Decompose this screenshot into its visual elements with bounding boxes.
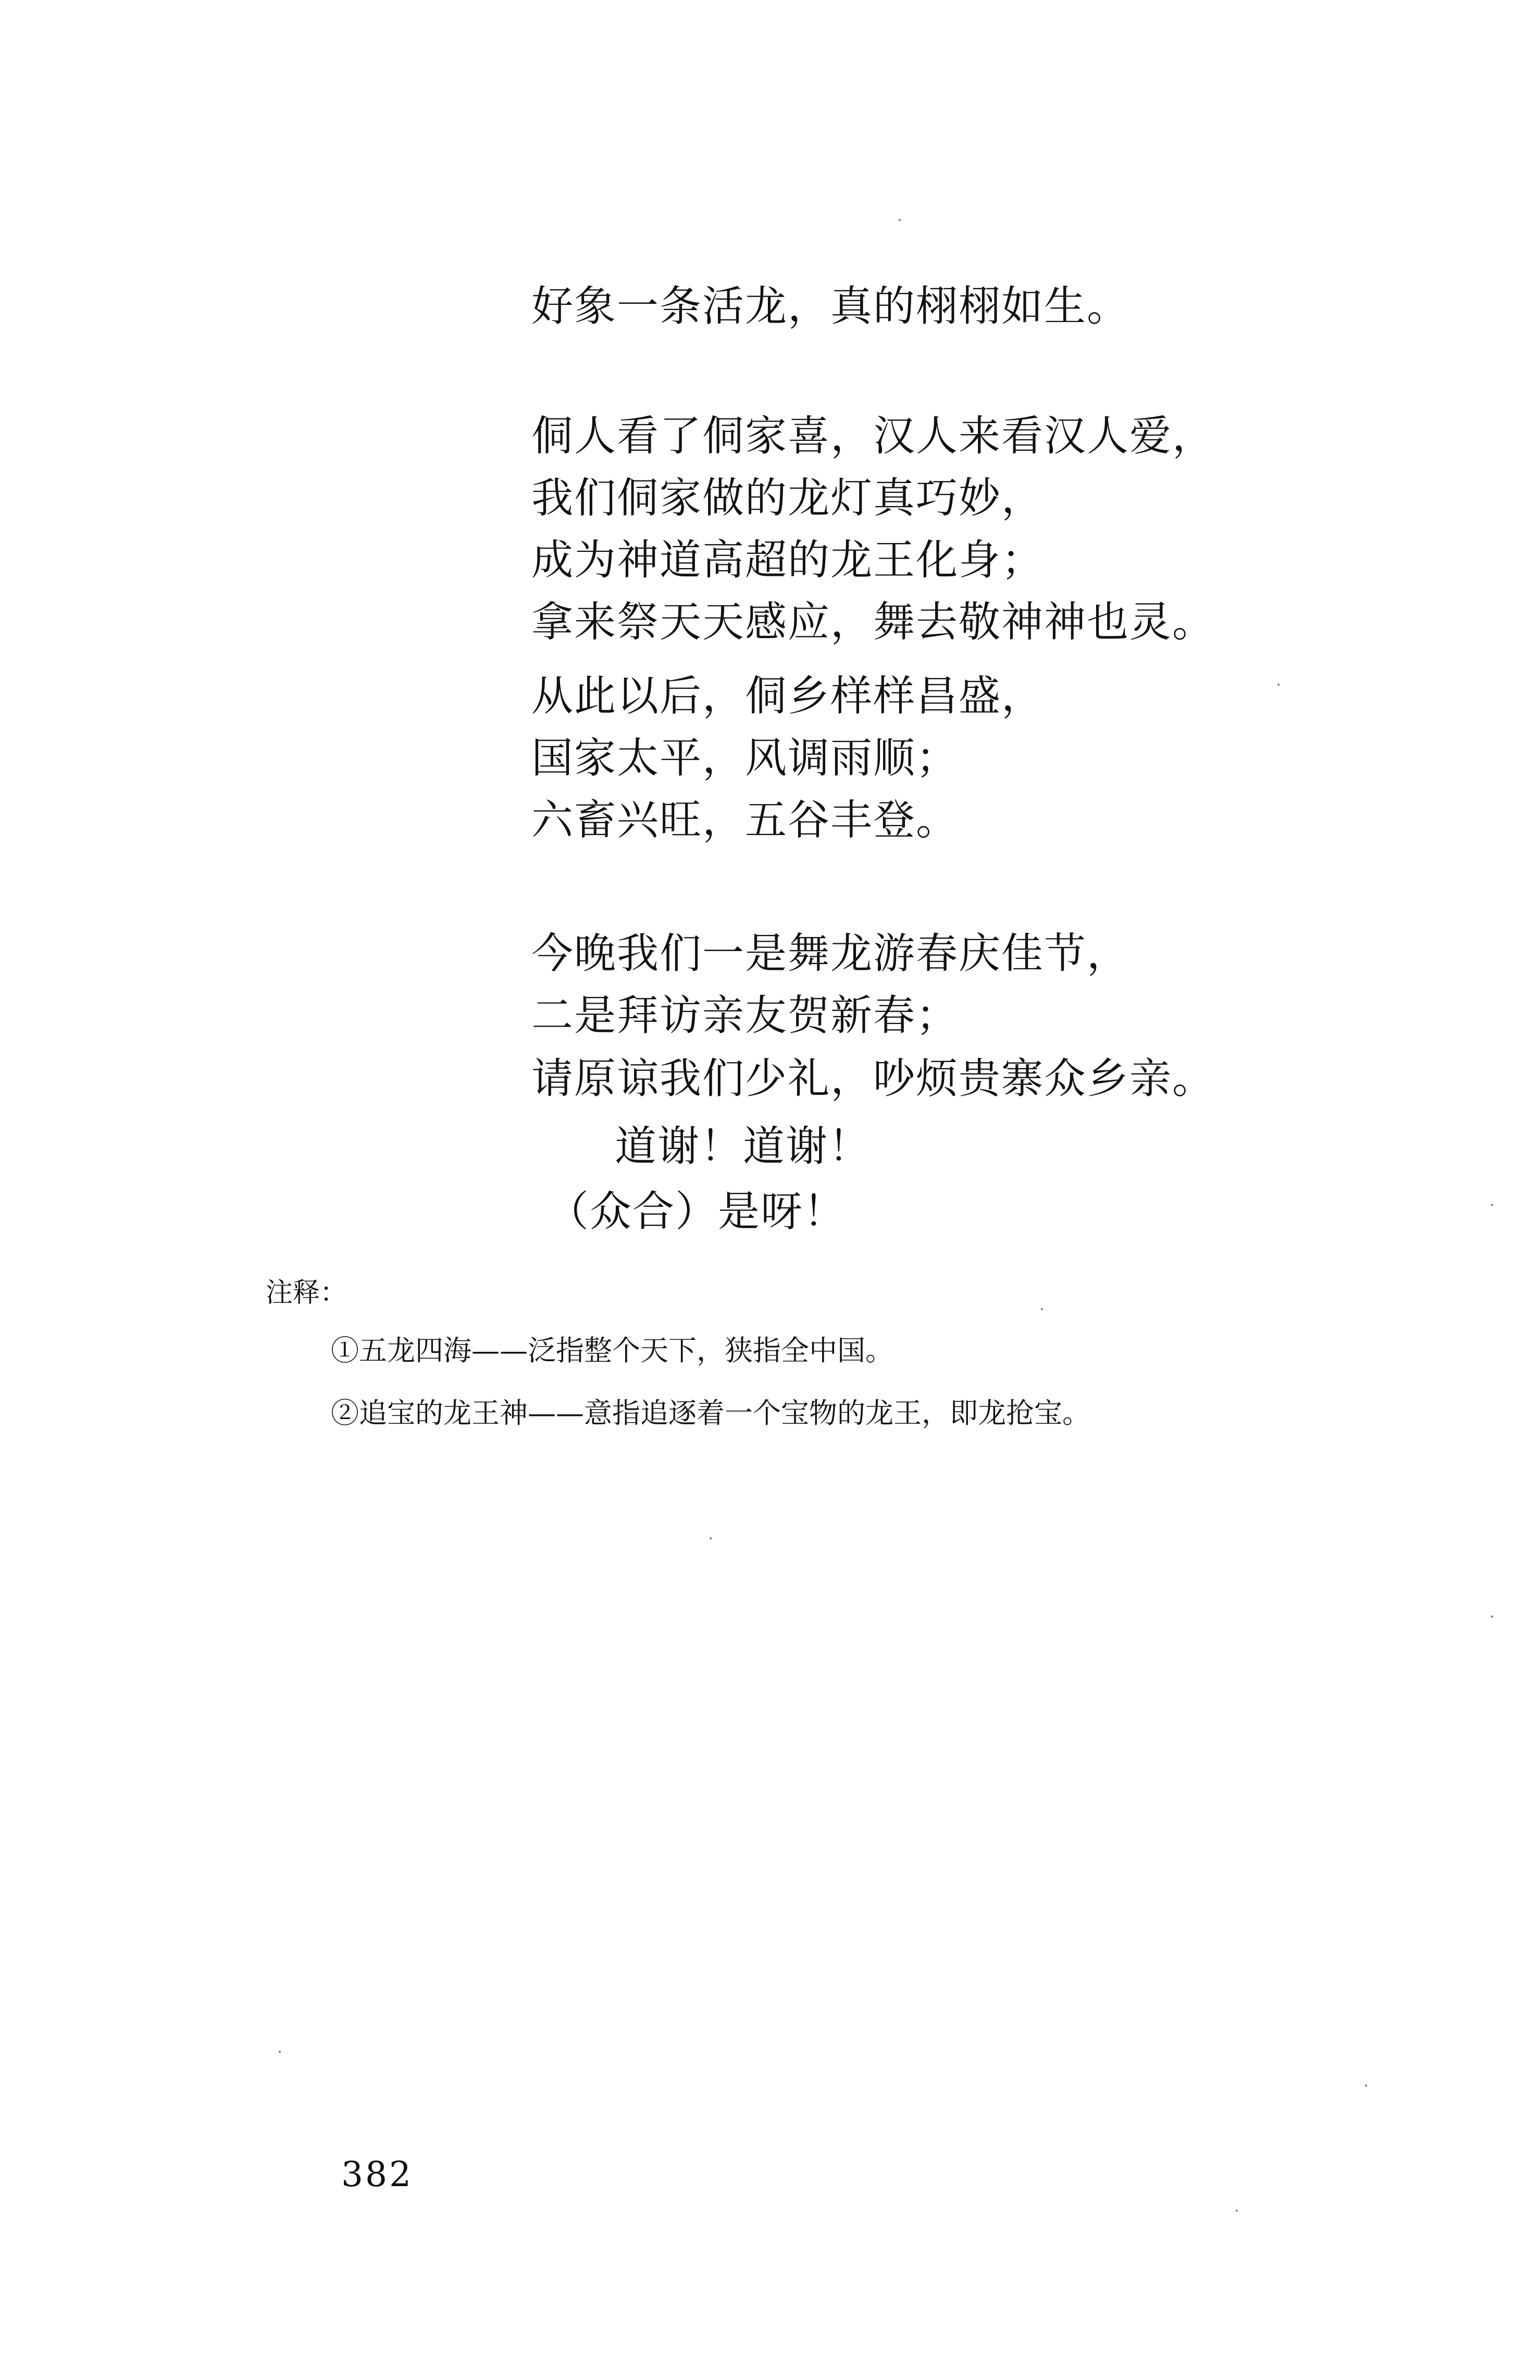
verse-line: 请原谅我们少礼，吵烦贵寨众乡亲。 [531, 1054, 1215, 1103]
scan-speck [899, 219, 901, 221]
verse-line: 好象一条活龙，真的栩栩如生。 [531, 282, 1129, 330]
note-item: ①五龙四海——泛指整个天下，狭指全中国。 [331, 1334, 893, 1367]
verse-line: 道谢！道谢！ [615, 1122, 871, 1170]
scan-speck [1491, 1616, 1493, 1618]
scan-speck [1041, 1308, 1043, 1310]
verse-line: 成为神道高超的龙王化身； [531, 536, 1044, 584]
verse-line: 拿来祭天天感应，舞去敬神神也灵。 [531, 598, 1215, 646]
verse-line: （众合）是呀！ [547, 1187, 846, 1236]
scan-speck [710, 1537, 712, 1539]
verse-line: 国家太平，风调雨顺； [531, 734, 959, 782]
verse-line: 从此以后，侗乡样样昌盛， [531, 672, 1044, 720]
verse-line: 二是拜访亲友贺新春； [531, 991, 959, 1040]
scan-speck [1236, 2210, 1238, 2212]
notes-heading: 注释： [266, 1277, 347, 1309]
verse-line: 侗人看了侗家喜，汉人来看汉人爱， [531, 412, 1215, 460]
scan-speck [279, 2051, 281, 2053]
scan-speck [1491, 1204, 1493, 1206]
verse-line: 今晚我们一是舞龙游春庆佳节， [531, 929, 1129, 978]
note-item: ②追宝的龙王神——意指追逐着一个宝物的龙王，即龙抢宝。 [331, 1397, 1090, 1429]
verse-line: 六畜兴旺，五谷丰登。 [531, 796, 959, 844]
scan-speck [1277, 684, 1280, 686]
page-number: 382 [341, 2154, 413, 2194]
scan-speck [1365, 2085, 1367, 2087]
verse-line: 我们侗家做的龙灯真巧妙， [531, 474, 1044, 522]
